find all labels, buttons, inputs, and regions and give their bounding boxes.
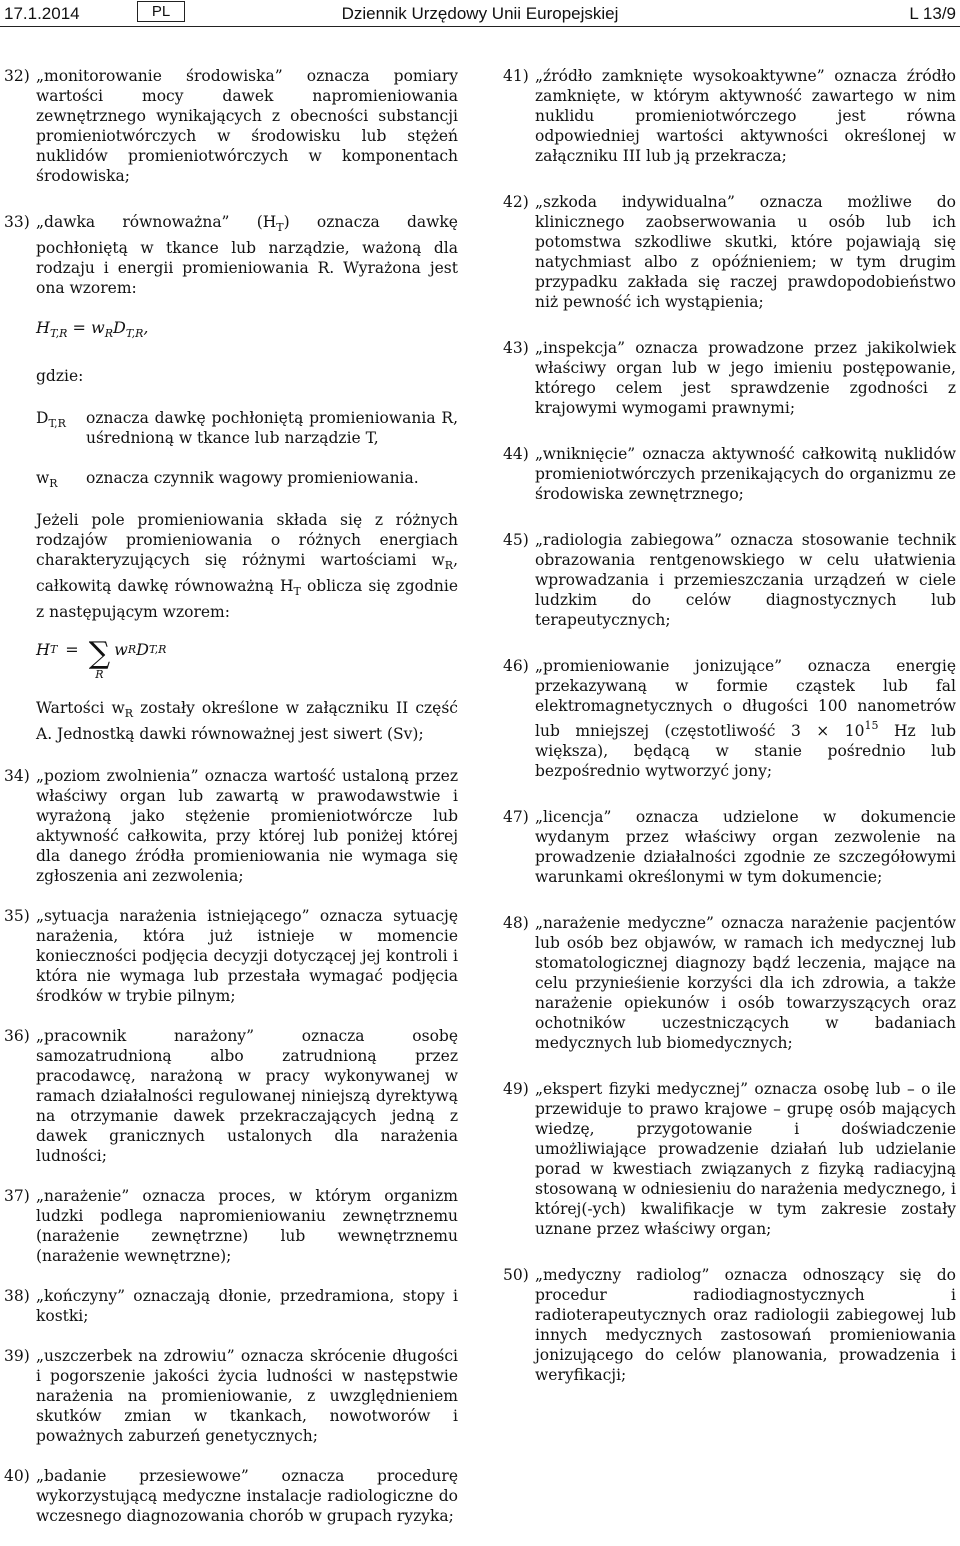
item-number: 42) (503, 193, 529, 211)
definition-text: „sytuacja narażenia istniejącego” oznacza sytuację narażenia, która już istnieje w momencie konieczności podjęcia decyzji dotyczącej jej kontroli i która nie wymaga lub przestała wymagać podjęcia środków w trybie pilnym; (36, 907, 458, 1006)
item-number: 38) (4, 1287, 30, 1306)
item-number: 46) (503, 657, 529, 675)
right-column (503, 66, 956, 1405)
definition-text: „narażenie medyczne” oznacza narażenie pacjentów lub osób bez objawów, w ramach ich medycznej lub stomatologicznej diagnozy bądź leczenia, mające na celu przynieśienie korzyści dla ich zdrowia, a także narażenie opiekunów i osób towarzyszących oraz ochotników uczestniczących w badaniach medycznych lub biomedycznych; (535, 914, 956, 1052)
total-dose-formula: H T = ∑ R w R D T,R (36, 636, 167, 682)
definition-37 (4, 1186, 458, 1266)
definition-41 (503, 66, 956, 166)
definition-text: „kończyny” oznaczają dłonie, przedramiona, stopy i kostki; (36, 1287, 458, 1326)
item-number: 36) (4, 1027, 30, 1046)
definition-text: „uszczerbek na zdrowiu” oznacza skrócenie długości i pogorszenie jakości życia ludności w następstwie narażenia na promieniowanie, z uwzględnieniem skutków zmian w tkankach, nowotworów i poważnych zaburzeń genetycznych; (36, 1347, 458, 1446)
item-number: 33) (4, 213, 30, 231)
definition-text: „monitorowanie środowiska” oznacza pomiary wartości mocy dawek napromieniowania zewnętrznego wynikających z obecności substancji promieniotwórczych w środowisku lub stężeń nuklidów promieniotwórczych w komponentach środowiska; (36, 67, 458, 185)
symbol-definition-d (36, 408, 458, 448)
item-number: 37) (4, 1187, 30, 1206)
journal-title: Dziennik Urzędowy Unii Europejskiej (341, 4, 619, 23)
definition-50 (503, 1265, 956, 1385)
item-number: 40) (4, 1467, 30, 1486)
definition-43 (503, 338, 956, 418)
definition-text: „pracownik narażony” oznacza osobę samozatrudnioną albo zatrudnioną przez pracodawcę, narażoną w pracy wykonywanej w ramach działalności regulowanej niniejszą dyrektywą na otrzymanie dawek przekraczających jedną z dawek granicznych ustalonych dla narażenia ludności; (36, 1027, 458, 1166)
definition-38 (4, 1286, 458, 1326)
definition-49 (503, 1079, 956, 1239)
definition-40 (4, 1466, 458, 1526)
definition-text: „licencja” oznacza udzielone w dokumencie wydanym przez właściwy organ zezwolenie na prowadzenie działalności zgodnie ze szczegółowymi warunkami określonymi w tym dokumencie; (535, 808, 956, 886)
symbol: $D_{T,R}$ (36, 409, 66, 431)
symbol: $w_R$ (36, 469, 58, 491)
definition-text: „źródło zamknięte wysokoaktywne” oznacza źródło zamknięte, w którym aktywność zawartego w nim nuklidu promieniotwórczego jest równa odpowiedniej wartości aktywności określonej w załączniku III lub ją przekracza; (535, 67, 956, 165)
sum-symbol: ∑ R (88, 636, 111, 682)
definition-36 (4, 1026, 458, 1166)
item-number: 45) (503, 531, 529, 549)
mixed-field-paragraph: Jeżeli pole promieniowania składa się z różnych rodzajów promieniowania o różnych energiach charakteryzujących się różnymi wartościami $w_R$, całkowitą dawkę równoważną $H_T$ oblicza się zgodnie z następującym wzorem: (36, 511, 458, 622)
left-column (4, 66, 458, 1546)
definition-39 (4, 1346, 458, 1446)
definition-42 (503, 192, 956, 312)
header-divider (0, 26, 960, 27)
symbol-meaning: oznacza czynnik wagowy promieniowania. (86, 469, 419, 488)
page-reference: L 13/9 (909, 4, 956, 23)
definition-text: „medyczny radiolog” oznacza odnoszący się do procedur radiodiagnostycznych i radioterapeutycznych oraz radiologii zabiegowej lub innych medycznych zastosowań promieniowania jonizującego do celów planowania, prowadzenia i weryfikacji; (535, 1266, 956, 1384)
item-number: 43) (503, 339, 529, 357)
definition-text: „wniknięcie” oznacza aktywność całkowitą nuklidów promieniotwórczych przenikających do organizmu ze środowiska zewnętrznego; (535, 445, 956, 503)
item-number: 34) (4, 767, 30, 786)
definition-text: „narażenie” oznacza proces, w którym organizm ludzki podlega napromieniowaniu zewnętrznemu (narażenie zewnętrzne) lub wewnętrznemu (narażenie wewnętrzne); (36, 1187, 458, 1266)
item-number: 48) (503, 914, 529, 932)
definition-47 (503, 807, 956, 887)
where-label: gdzie: (36, 367, 84, 386)
page-header (0, 0, 960, 26)
definition-text: „poziom zwolnienia” oznacza wartość ustaloną przez właściwy organ lub zawartą w prawodawstwie i wyrażoną jako stężenie promieniotwórcze lub aktywność całkowita, przy której lub poniżej której dla danego źródła promieniowania nie wymaga się zgłoszenia ani zezwolenia; (36, 767, 458, 886)
item-number: 32) (4, 67, 30, 85)
symbol-definition-w (36, 468, 458, 491)
item-number: 47) (503, 808, 529, 826)
definition-text: „ekspert fizyki medycznej” oznacza osobę lub – o ile przewiduje to prawo krajowe – grupę osób mających wiedzę, przygotowanie i doświadczenie umożliwiające prowadzenie działań lub udzielanie porad w kwestiach związanych z fizyką radiacyjną stosowaną w odniesieniu do narażenia medycznego, i której(-ych) kwalifikacje w tym zakresie zostały uznane przez właściwy organ; (535, 1080, 956, 1238)
definition-46 (503, 656, 956, 781)
definition-text: „radiologia zabiegowa” oznacza stosowanie technik obrazowania rentgenowskiego w celu ułatwienia wprowadzania i przemieszczania urządzeń w ciele ludzkim do celów diagnostycznych lub terapeutycznych; (535, 531, 956, 629)
definition-48 (503, 913, 956, 1053)
definition-text: „szkoda indywidualna” oznacza możliwe do klinicznego zaobserwowania u osób lub ich potomstwa szkodliwe skutki, które pojawiają się natychmiast albo z opóźnieniem; w tym drugim przypadku zakłada się raczej prawdopodobieństwo niż pewność ich wystąpienia; (535, 193, 956, 311)
item-number: 50) (503, 1266, 529, 1284)
equivalent-dose-formula: $H_{T,R} = w_RD_{T,R}$, (36, 318, 149, 341)
item-number: 39) (4, 1347, 30, 1366)
symbol-meaning: oznacza dawkę pochłoniętą promieniowania R, uśrednioną w tkance lub narządzie T, (86, 409, 458, 448)
publication-date: 17.1.2014 (4, 4, 80, 23)
definition-44 (503, 444, 956, 504)
item-number: 35) (4, 907, 30, 926)
item-number: 49) (503, 1080, 529, 1098)
item-number: 41) (503, 67, 529, 85)
definition-text: „promieniowanie jonizujące” oznacza energię przekazywaną w formie cząstek lub fal elektromagnetycznych o długości 100 nanometrów lub mniejszej (częstotliwość $3 \times 10^{15}$ Hz lub większa), będącą w stanie pośrednio lub bezpośrednio wytworzyć jony; (535, 657, 956, 780)
language-badge: PL (137, 1, 185, 22)
definition-text: „badanie przesiewowe” oznacza procedurę wykorzystującą medyczne instalacje radiologiczne do wczesnego diagnozowania chorób w grupach ryzyka; (36, 1467, 458, 1526)
item-number: 44) (503, 445, 529, 463)
definition-35 (4, 906, 458, 1006)
definition-text: „inspekcja” oznacza prowadzone przez jakikolwiek właściwy organ lub w jego imieniu postępowanie, którego celem jest sprawdzenie zgodności z krajowymi wymogami prawnymi; (535, 339, 956, 417)
definition-32 (4, 66, 458, 186)
definition-34 (4, 766, 458, 886)
definition-text: „dawka równoważna” $(H_T)$ oznacza dawkę pochłoniętą w tkance lub narządzie, ważoną dla rodzaju i energii promieniowania R. Wyrażona jest ona wzorem: (36, 213, 458, 297)
weighting-values-paragraph: Wartości $w_R$ zostały określone w załączniku II część A. Jednostką dawki równoważnej jest siwert (Sv); (36, 699, 458, 744)
definition-45 (503, 530, 956, 630)
definition-33 (4, 212, 458, 744)
